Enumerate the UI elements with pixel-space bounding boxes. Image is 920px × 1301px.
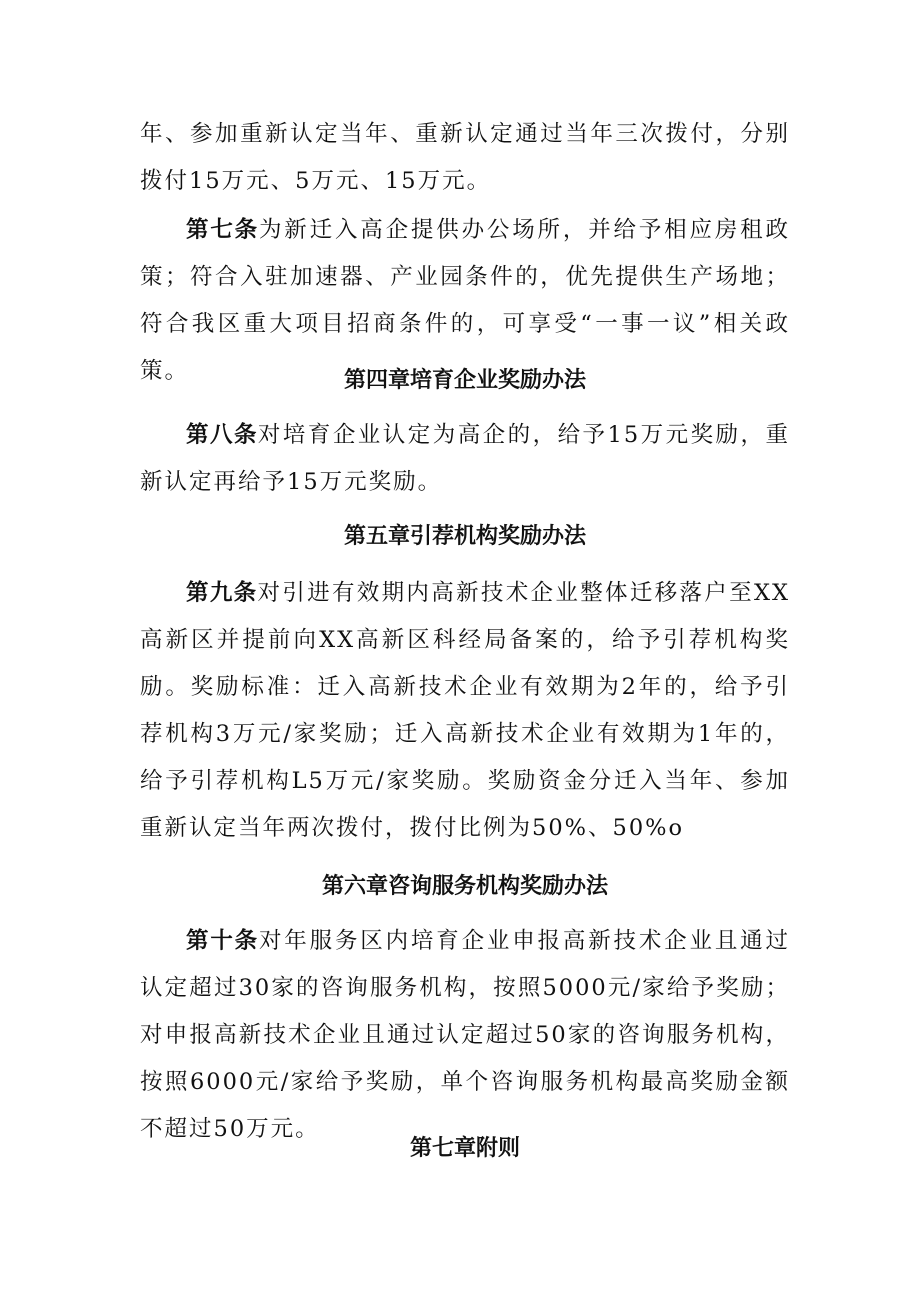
article-label: 第十条 (186, 928, 259, 954)
chapter-heading-4: 第四章培育企业奖励办法 (343, 368, 586, 393)
paragraph-text: 对年服务区内培育企业申报高新技术企业且通过认定超过30家的咨询服务机构，按照5000元/家给予奖励；对申报高新技术企业且通过认定超过50家的咨询服务机构，按照6000元/家给予奖励，单个咨询服务机构最高奖励金额不超过50万元。 (140, 928, 790, 1142)
chapter-heading-7: 第七章附则 (409, 1136, 520, 1161)
paragraph-text: 为新迁入高企提供办公场所，并给予相应房租政策；符合入驻加速器、产业园条件的，优先提供生产场地；符合我区重大项目招商条件的，可享受“一事一议”相关政策。 (140, 217, 790, 384)
paragraph-article-9 (140, 570, 790, 852)
paragraph-article-8 (140, 412, 790, 506)
article-label: 第八条 (186, 422, 258, 448)
paragraph-text: 对引进有效期内高新技术企业整体迁移落户至XX高新区并提前向XX高新区科经局备案的，给予引荐机构奖励。奖励标准：迁入高新技术企业有效期为2年的，给予引荐机构3万元/家奖励；迁入高新技术企业有效期为1年的，给予引荐机构L5万元/家奖励。奖励资金分迁入当年、参加重新认定当年两次拨付，拨付比例为50%、50%o (140, 580, 790, 841)
chapter-heading-5: 第五章引荐机构奖励办法 (343, 524, 586, 549)
chapter-heading-6: 第六章咨询服务机构奖励办法 (321, 874, 608, 899)
paragraph-continuation (140, 111, 790, 205)
paragraph-article-10 (140, 918, 790, 1153)
article-label: 第七条 (186, 217, 259, 243)
paragraph-text: 对培育企业认定为高企的，给予15万元奖励，重新认定再给予15万元奖励。 (140, 422, 790, 495)
paragraph-text: 年、参加重新认定当年、重新认定通过当年三次拨付，分别拨付15万元、5万元、15万元。 (140, 121, 790, 194)
article-label: 第九条 (186, 580, 258, 606)
